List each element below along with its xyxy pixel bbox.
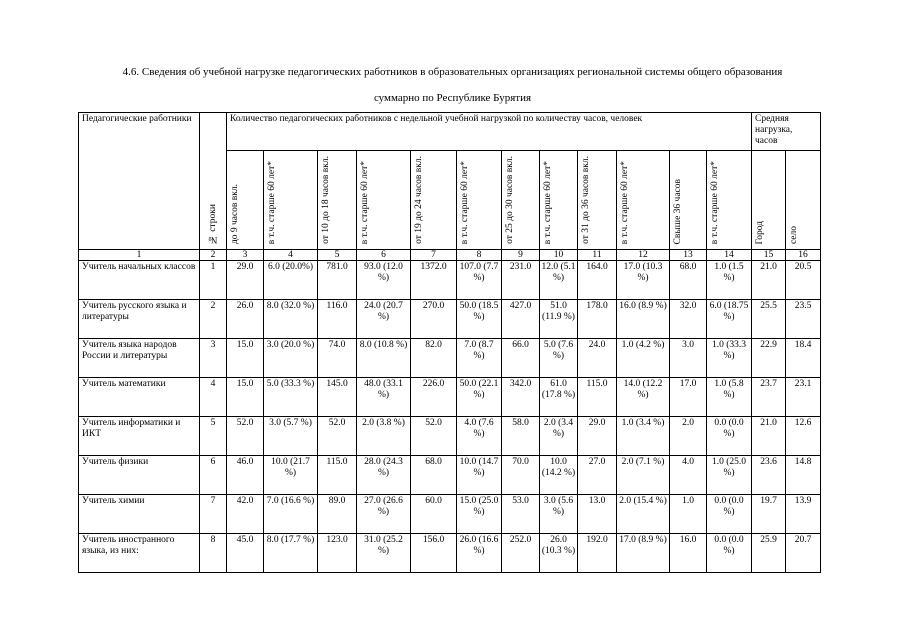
table-cell: 0.0 (0.0 %) [707,534,752,573]
table-cell: 7.0 (16.6 %) [264,495,318,534]
table-cell: 4.0 (7.6 %) [457,417,502,456]
table-cell: 164.0 [578,261,617,300]
table-cell: 17.0 (10.3 %) [617,261,670,300]
column-number: 2 [200,250,227,261]
header-col-12 [617,151,670,250]
table-cell: 3.0 (5.6 %) [540,495,578,534]
header-col-label: в т.ч. старше 60 лет* [460,160,470,244]
header-col-label: от 10 до 18 часов вкл. [321,156,331,244]
table-cell: 74.0 [318,339,357,378]
header-col-label: до 9 часов вкл. [230,183,240,244]
table-cell: 66.0 [502,339,540,378]
header-col-label: от 25 до 30 часов вкл. [505,156,515,244]
table-cell: 26.0 (10.3 %) [540,534,578,573]
table-cell: 5.0 (7.6 %) [540,339,578,378]
header-col-13 [670,151,707,250]
document-title: 4.6. Сведения об учебной нагрузке педагогических работников в образовательных организациях региональной системы общего образования [122,66,783,78]
table-cell: 27.0 (26.6 %) [357,495,411,534]
header-col-3 [227,151,264,250]
table-cell: 12.6 [786,417,821,456]
table-cell: 29.0 [578,417,617,456]
document-subtitle: суммарно по Республике Бурятия [373,92,532,104]
row-label: Учитель информатики и ИКТ [79,417,200,456]
table-cell: 1.0 (5.8 %) [707,378,752,417]
header-col-11 [578,151,617,250]
table-cell: 18.4 [786,339,821,378]
table-cell: 1.0 (33.3 %) [707,339,752,378]
table-cell: 60.0 [411,495,457,534]
column-number: 5 [318,250,357,261]
table-cell: 20.5 [786,261,821,300]
table-cell: 8.0 (10.8 %) [357,339,411,378]
column-number: 4 [264,250,318,261]
table-cell: 61.0 (17.8 %) [540,378,578,417]
table-cell: 17.0 (8.9 %) [617,534,670,573]
row-label: Учитель физики [79,456,200,495]
table-cell: 51.0 (11.9 %) [540,300,578,339]
row-number: 8 [200,534,227,573]
header-col-label: в т.ч. старше 60 лет* [710,160,720,244]
table-cell: 17.0 [670,378,707,417]
table-cell: 270.0 [411,300,457,339]
row-number: 5 [200,417,227,456]
header-col-label: Свыше 36 часов [673,178,683,244]
table-cell: 28.0 (24.3 %) [357,456,411,495]
table-cell: 21.0 [752,417,786,456]
table-cell: 6.0 (20.0%) [264,261,318,300]
table-cell: 89.0 [318,495,357,534]
header-count: Количество педагогических работников с недельной учебной нагрузкой по количеству часов, человек [227,113,752,151]
header-col-5 [318,151,357,250]
header-col-15 [752,151,786,250]
table-cell: 156.0 [411,534,457,573]
table-cell: 3.0 [670,339,707,378]
row-number: 6 [200,456,227,495]
header-col-7 [411,151,457,250]
row-number: 2 [200,300,227,339]
table-cell: 2.0 (7.1 %) [617,456,670,495]
table-cell: 10.0 (14.7 %) [457,456,502,495]
row-number: 7 [200,495,227,534]
table-cell: 45.0 [227,534,264,573]
row-label: Учитель языка народов России и литературы [79,339,200,378]
header-col-8 [457,151,502,250]
table-row [79,339,821,378]
workload-table [78,112,821,573]
header-col-4 [264,151,318,250]
table-cell: 23.1 [786,378,821,417]
table-cell: 14.8 [786,456,821,495]
column-number: 7 [411,250,457,261]
table-cell: 15.0 (25.0 %) [457,495,502,534]
row-number: 3 [200,339,227,378]
table-cell: 25.9 [752,534,786,573]
header-col-2 [200,113,227,250]
table-row [79,261,821,300]
column-number: 9 [502,250,540,261]
table-row [79,456,821,495]
table-cell: 145.0 [318,378,357,417]
header-row-number: № строки [208,203,218,244]
table-cell: 20.7 [786,534,821,573]
table-cell: 42.0 [227,495,264,534]
table-cell: 16.0 [670,534,707,573]
table-row [79,378,821,417]
table-cell: 23.6 [752,456,786,495]
table-cell: 22.9 [752,339,786,378]
header-col-label: от 19 до 24 часов вкл. [414,156,424,244]
table-cell: 25.5 [752,300,786,339]
table-cell: 50.0 (18.5 %) [457,300,502,339]
table-cell: 1.0 (4.2 %) [617,339,670,378]
row-label: Учитель иностранного языка, из них: [79,534,200,573]
header-col-label: в т.ч. старше 60 лет* [267,160,277,244]
table-cell: 192.0 [578,534,617,573]
header-col-9 [502,151,540,250]
row-label: Учитель русского языка и литературы [79,300,200,339]
table-cell: 53.0 [502,495,540,534]
column-number: 16 [786,250,821,261]
column-number: 15 [752,250,786,261]
table-cell: 3.0 (20.0 %) [264,339,318,378]
column-number: 10 [540,250,578,261]
table-cell: 23.5 [786,300,821,339]
header-col-label: село [789,225,799,244]
table-cell: 52.0 [227,417,264,456]
table-cell: 82.0 [411,339,457,378]
table-cell: 10.0 (14.2 %) [540,456,578,495]
table-cell: 2.0 [670,417,707,456]
header-col-6 [357,151,411,250]
table-cell: 107.0 (7.7 %) [457,261,502,300]
table-cell: 116.0 [318,300,357,339]
table-cell: 27.0 [578,456,617,495]
table-row [79,300,821,339]
table-cell: 427.0 [502,300,540,339]
header-col-14 [707,151,752,250]
table-cell: 123.0 [318,534,357,573]
table-cell: 8.0 (17.7 %) [264,534,318,573]
table-cell: 0.0 (0.0 %) [707,417,752,456]
table-cell: 2.0 (3.8 %) [357,417,411,456]
table-cell: 68.0 [411,456,457,495]
table-cell: 70.0 [502,456,540,495]
table-cell: 21.0 [752,261,786,300]
table-cell: 23.7 [752,378,786,417]
row-label: Учитель математики [79,378,200,417]
table-cell: 231.0 [502,261,540,300]
table-cell: 93.0 (12.0 %) [357,261,411,300]
table-cell: 226.0 [411,378,457,417]
header-col-label: в т.ч. старше 60 лет* [360,160,370,244]
table-cell: 26.0 [227,300,264,339]
table-cell: 12.0 (5.1 %) [540,261,578,300]
header-staff: Педагогические работники [79,113,200,250]
table-cell: 26.0 (16.6 %) [457,534,502,573]
table-cell: 16.0 (8.9 %) [617,300,670,339]
table-cell: 52.0 [411,417,457,456]
table-cell: 46.0 [227,456,264,495]
table-cell: 3.0 (5.7 %) [264,417,318,456]
table-cell: 1.0 (25.0 %) [707,456,752,495]
table-cell: 19.7 [752,495,786,534]
table-cell: 5.0 (33.3 %) [264,378,318,417]
row-number: 1 [200,261,227,300]
row-label: Учитель начальных классов [79,261,200,300]
table-row [79,417,821,456]
header-col-label: в т.ч. старше 60 лет* [620,160,630,244]
table-cell: 6.0 (18.75 %) [707,300,752,339]
table-cell: 13.0 [578,495,617,534]
column-number: 14 [707,250,752,261]
table-cell: 10.0 (21.7 %) [264,456,318,495]
table-cell: 24.0 (20.7 %) [357,300,411,339]
table-cell: 13.9 [786,495,821,534]
table-cell: 15.0 [227,378,264,417]
column-number: 1 [79,250,200,261]
table-cell: 252.0 [502,534,540,573]
column-number: 6 [357,250,411,261]
header-col-label: от 31 до 36 часов вкл. [581,156,591,244]
row-number: 4 [200,378,227,417]
column-number: 11 [578,250,617,261]
table-cell: 48.0 (33.1 %) [357,378,411,417]
header-col-label: Город [755,220,765,244]
table-cell: 4.0 [670,456,707,495]
table-cell: 2.0 (3.4 %) [540,417,578,456]
row-label: Учитель химии [79,495,200,534]
column-number: 13 [670,250,707,261]
table-cell: 178.0 [578,300,617,339]
table-cell: 781.0 [318,261,357,300]
table-cell: 342.0 [502,378,540,417]
table-cell: 29.0 [227,261,264,300]
table-cell: 0.0 (0.0 %) [707,495,752,534]
header-col-10 [540,151,578,250]
table-cell: 115.0 [318,456,357,495]
table-cell: 52.0 [318,417,357,456]
table-cell: 2.0 (15.4 %) [617,495,670,534]
table-cell: 24.0 [578,339,617,378]
column-number: 3 [227,250,264,261]
header-col-16 [786,151,821,250]
header-col-label: в т.ч. старше 60 лет* [543,160,553,244]
table-cell: 68.0 [670,261,707,300]
table-cell: 58.0 [502,417,540,456]
table-cell: 50.0 (22.1 %) [457,378,502,417]
table-cell: 14.0 (12.2 %) [617,378,670,417]
column-number: 8 [457,250,502,261]
table-cell: 115.0 [578,378,617,417]
header-avg: Средняя нагрузка, часов [752,113,821,151]
table-cell: 15.0 [227,339,264,378]
table-cell: 31.0 (25.2 %) [357,534,411,573]
table-cell: 8.0 (32.0 %) [264,300,318,339]
table-cell: 1.0 [670,495,707,534]
table-row [79,534,821,573]
table-cell: 7.0 (8.7 %) [457,339,502,378]
table-cell: 1.0 (3.4 %) [617,417,670,456]
column-number: 12 [617,250,670,261]
table-cell: 1.0 (1.5 %) [707,261,752,300]
table-cell: 32.0 [670,300,707,339]
table-cell: 1372.0 [411,261,457,300]
table-row [79,495,821,534]
